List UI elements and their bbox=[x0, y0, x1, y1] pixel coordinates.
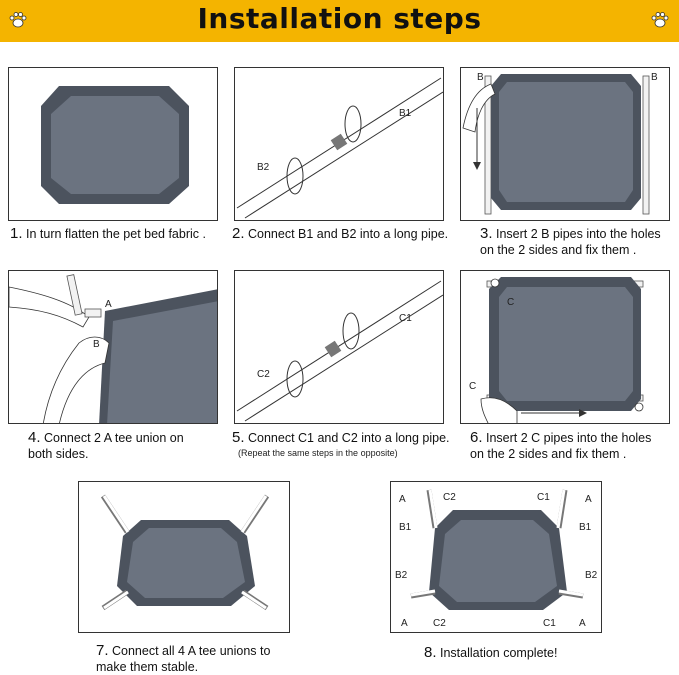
svg-text:B1: B1 bbox=[399, 108, 412, 119]
svg-text:B: B bbox=[93, 339, 100, 350]
svg-text:B: B bbox=[477, 72, 484, 83]
svg-text:A: A bbox=[399, 494, 406, 505]
step-5-image bbox=[234, 270, 444, 424]
svg-text:B2: B2 bbox=[257, 162, 270, 173]
step-1-caption: 1. In turn flatten the pet bed fabric . bbox=[10, 225, 206, 242]
step-5-caption: 5. Connect C1 and C2 into a long pipe. bbox=[232, 429, 450, 446]
svg-text:C: C bbox=[507, 297, 515, 308]
step-4-caption: 4. Connect 2 A tee union on both sides. bbox=[28, 429, 184, 461]
step-2-image bbox=[234, 67, 444, 221]
step-8-image bbox=[390, 481, 602, 633]
svg-text:B2: B2 bbox=[395, 570, 408, 581]
svg-text:A: A bbox=[579, 618, 586, 629]
step-6-image bbox=[460, 270, 670, 424]
svg-text:B2: B2 bbox=[585, 570, 598, 581]
svg-text:C2: C2 bbox=[433, 618, 446, 629]
svg-text:C1: C1 bbox=[543, 618, 556, 629]
step-5-note: (Repeat the same steps in the opposite) bbox=[238, 448, 398, 458]
svg-text:C2: C2 bbox=[257, 369, 270, 380]
step-3-image bbox=[460, 67, 670, 221]
svg-text:A: A bbox=[585, 494, 592, 505]
svg-text:C1: C1 bbox=[537, 492, 550, 503]
svg-text:A: A bbox=[105, 299, 112, 310]
step-3-caption: 3. Insert 2 B pipes into the holes on the 2 sides and fix them . bbox=[480, 225, 661, 257]
step-7-caption: 7. Connect all 4 A tee unions to make them stable. bbox=[96, 642, 271, 674]
svg-text:C1: C1 bbox=[399, 313, 412, 324]
svg-text:B1: B1 bbox=[579, 522, 592, 533]
svg-text:C: C bbox=[469, 381, 477, 392]
step-7-image bbox=[78, 481, 290, 633]
paw-icon bbox=[650, 10, 670, 30]
svg-text:A: A bbox=[401, 618, 408, 629]
step-8-caption: 8. Installation complete! bbox=[424, 644, 558, 661]
step-4-image bbox=[8, 270, 218, 424]
svg-text:C2: C2 bbox=[443, 492, 456, 503]
title-banner bbox=[0, 0, 679, 42]
svg-text:B1: B1 bbox=[399, 522, 412, 533]
step-1-image bbox=[8, 67, 218, 221]
page-title: Installation steps bbox=[197, 2, 482, 35]
step-2-caption: 2. Connect B1 and B2 into a long pipe. bbox=[232, 225, 449, 242]
svg-text:B: B bbox=[651, 72, 658, 83]
step-6-caption: 6. Insert 2 C pipes into the holes on the 2 sides and fix them . bbox=[470, 429, 652, 461]
